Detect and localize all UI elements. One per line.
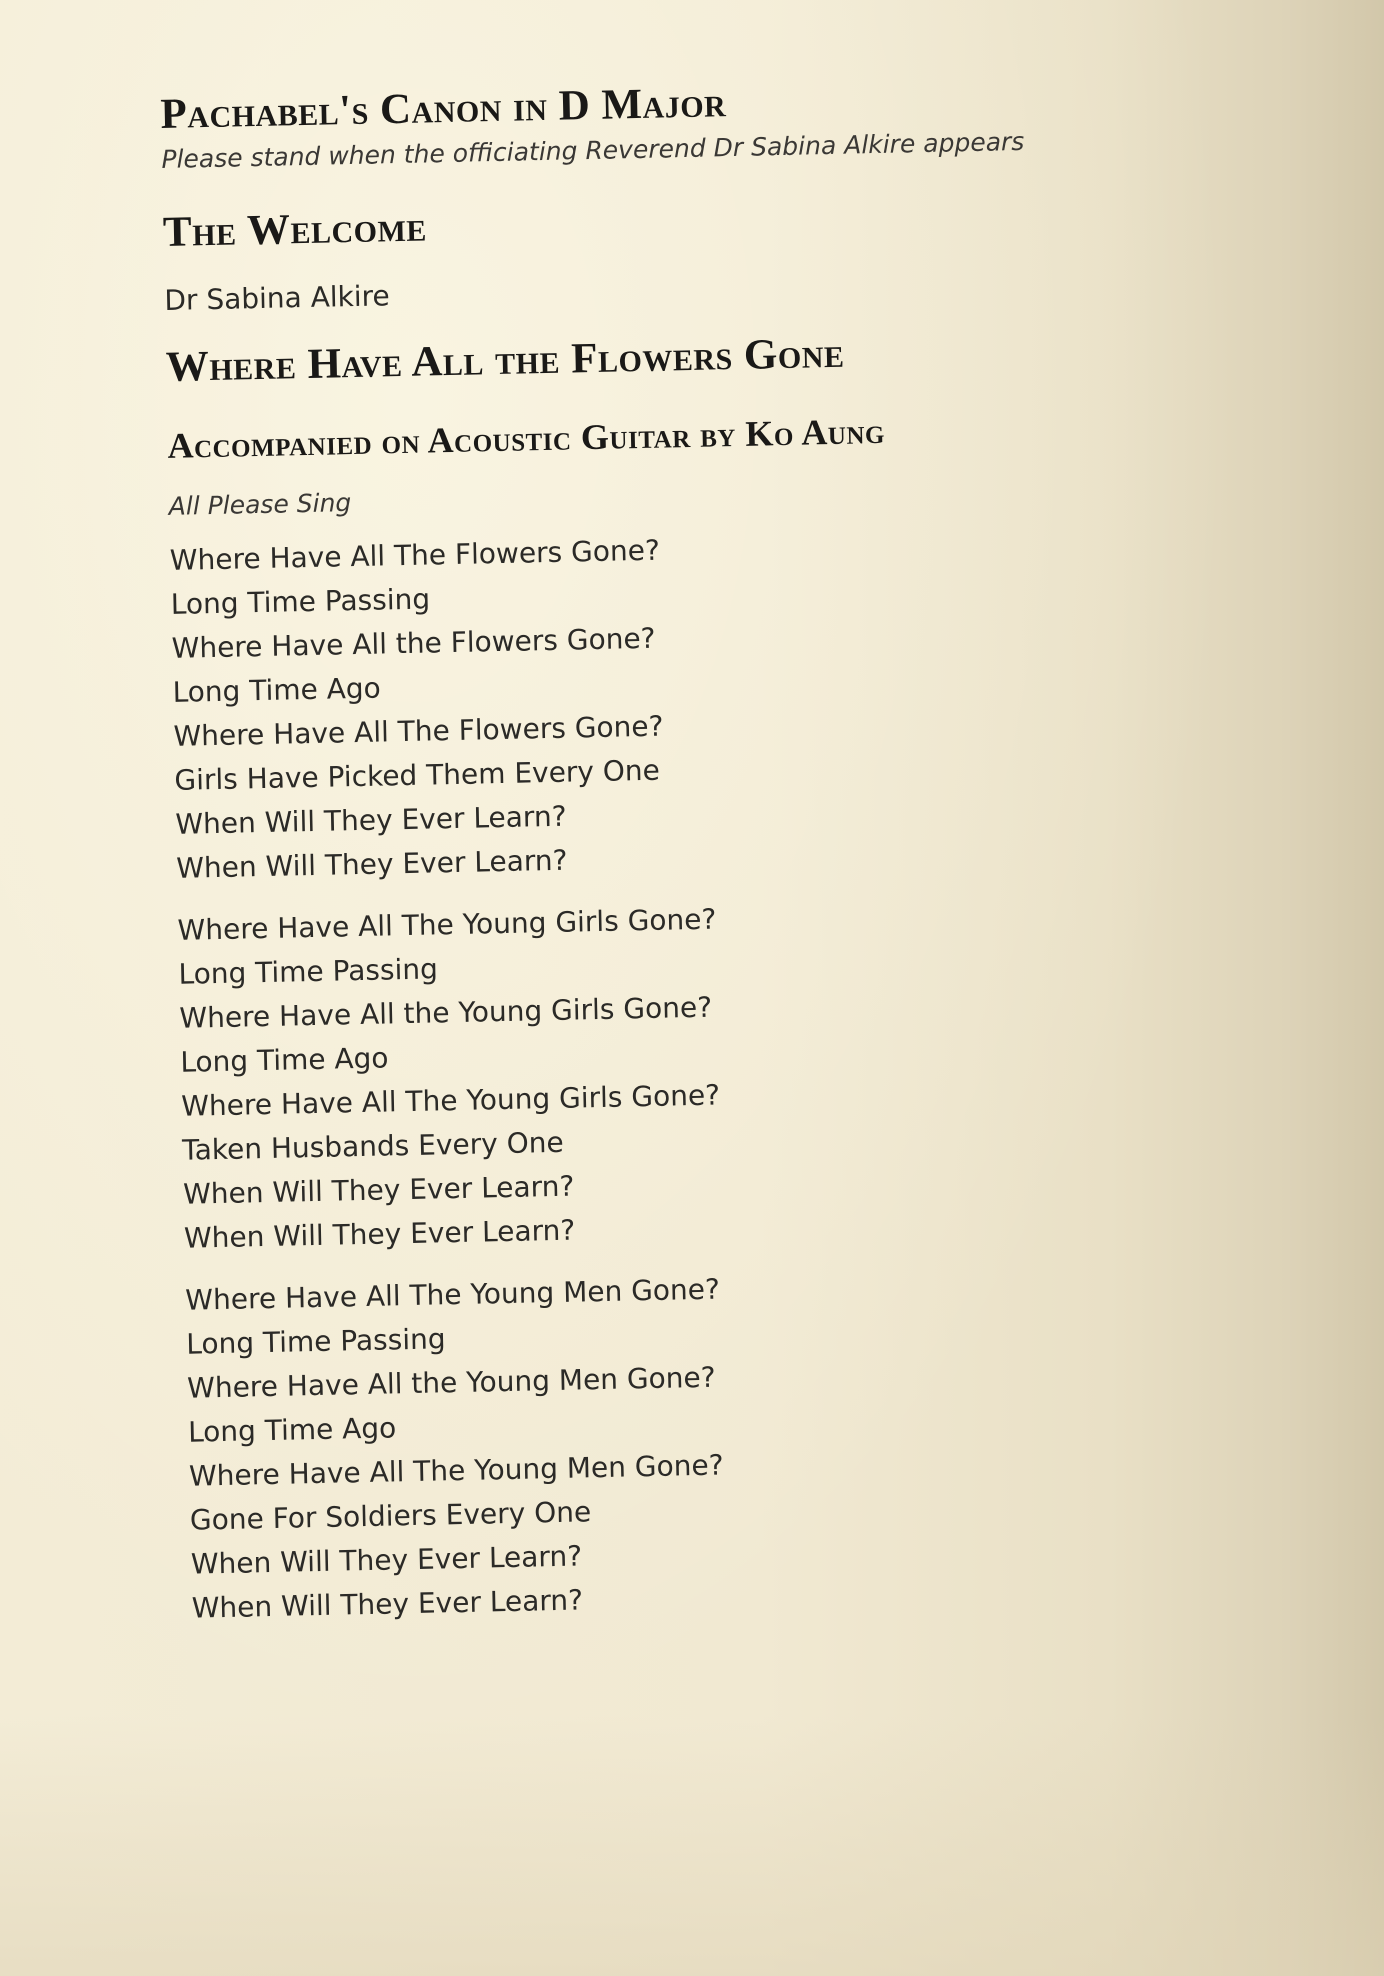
lyric-line: When Will They Ever Learn? (183, 1213, 576, 1255)
order-of-service (160, 71, 1092, 1646)
canon-heading: Pachabel's Canon in D Major (160, 79, 727, 138)
lyric-line: Where Have All the Flowers Gone? (171, 621, 656, 665)
lyric-line: Long Time Ago (180, 1041, 389, 1079)
lyric-line: When Will They Ever Learn? (182, 1169, 575, 1211)
verse-1 (169, 520, 1076, 891)
lyric-line: Where Have All The Young Girls Gone? (177, 902, 717, 947)
lyric-line: Long Time Passing (185, 1322, 446, 1361)
sing-instruction: All Please Sing (168, 487, 352, 521)
accompaniment-heading: Accompanied on Acoustic Guitar by Ko Aung (167, 411, 886, 467)
lyric-line: Where Have All the Young Girls Gone? (179, 990, 713, 1035)
verse-3 (185, 1260, 1092, 1631)
lyric-line: Long Time Passing (170, 582, 431, 621)
lyric-line: Where Have All the Young Men Gone? (186, 1360, 716, 1405)
lyric-line: When Will They Ever Learn? (175, 843, 568, 885)
lyric-line: Where Have All The Young Men Gone? (188, 1448, 724, 1493)
lyric-line: When Will They Ever Learn? (190, 1539, 583, 1581)
lyric-line: Long Time Ago (172, 671, 382, 709)
verse-2 (177, 890, 1084, 1261)
lyric-line: When Will They Ever Learn? (175, 799, 567, 841)
lyric-line: Taken Husbands Every One (181, 1125, 564, 1167)
lyric-line: Long Time Passing (178, 952, 439, 991)
lyric-line: Long Time Ago (187, 1411, 397, 1449)
lyric-line: Where Have All The Flowers Gone? (173, 709, 664, 753)
lyric-line: Where Have All The Young Men Gone? (184, 1272, 721, 1317)
stand-instruction: Please stand when the officiating Reverend Dr Sabina Alkire appears (161, 127, 1025, 175)
lyric-line: Where Have All The Young Girls Gone? (180, 1078, 721, 1123)
welcome-speaker: Dr Sabina Alkire (164, 279, 391, 317)
lyric-line: Girls Have Picked Them Every One (174, 753, 661, 797)
welcome-heading: The Welcome (162, 203, 428, 257)
lyric-line: When Will They Ever Learn? (191, 1583, 584, 1625)
lyric-line: Gone For Soldiers Every One (189, 1494, 592, 1537)
song-heading: Where Have All the Flowers Gone (165, 329, 845, 391)
lyric-line: Where Have All The Flowers Gone? (169, 533, 661, 577)
